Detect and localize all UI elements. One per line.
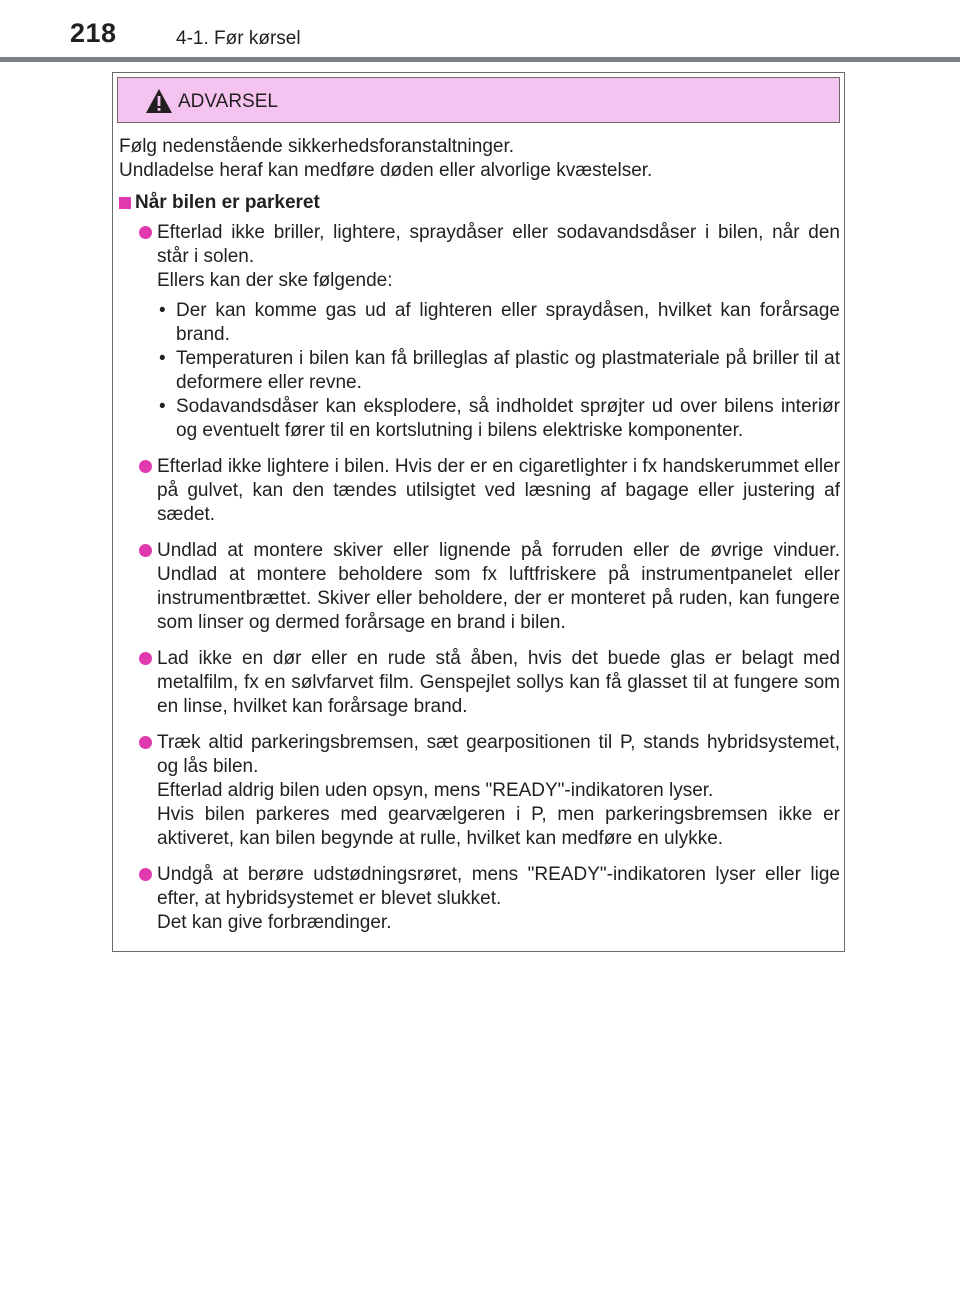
sub-bullet-item <box>157 395 840 443</box>
list-item <box>119 455 840 527</box>
warning-label: ADVARSEL <box>178 91 278 112</box>
sub-bullet-item <box>157 299 840 347</box>
circle-bullet-icon <box>139 460 152 473</box>
subheading-text: Når bilen er parkeret <box>135 192 320 213</box>
square-bullet-icon <box>119 197 131 209</box>
list-item <box>119 731 840 851</box>
item-text: Undlad at montere skiver eller lignende på forruden eller de øvrige vinduer. Undlad at montere beholdere som fx luftfriskere på instrumentpanelet eller instrumentbrættet. Skiver eller beholdere, der er monteret på ruden, kan fungere som linser og dermed forårsage en brand i bilen. <box>157 540 840 633</box>
warning-header <box>117 77 840 123</box>
sub-bullet-text: Sodavandsdåser kan eksplodere, så indholdet sprøjter ud over bilens interiør og eventuelt fører til en kortslutning i bilens elektriske komponenter. <box>176 396 840 441</box>
circle-bullet-icon <box>139 736 152 749</box>
item-text: Efterlad ikke lightere i bilen. Hvis der er en cigaretlighter i fx handskerummet eller på gulvet, kan den tændes utilsigtet ved læsning af bagage eller justering af sædet. <box>157 456 840 525</box>
dot-bullet-icon: • <box>159 396 166 417</box>
intro-line-2: Undladelse heraf kan medføre døden eller alvorlige kvæstelser. <box>119 160 653 181</box>
circle-bullet-icon <box>139 544 152 557</box>
circle-bullet-icon <box>139 868 152 881</box>
subheading <box>119 191 840 215</box>
warning-intro <box>119 135 840 183</box>
intro-line-1: Følg nedenstående sikkerhedsforanstaltninger. <box>119 136 515 157</box>
item-text-2: Det kan give forbrændinger. <box>157 912 392 933</box>
warning-triangle-icon <box>145 88 173 114</box>
list-item <box>119 647 840 719</box>
list-item <box>119 863 840 935</box>
item-followup: Ellers kan der ske følgende: <box>157 270 393 291</box>
item-text-3: Hvis bilen parkeres med gearvælgeren i P, men parkeringsbremsen ikke er aktiveret, kan bilen begynde at rulle, hvilket kan medføre en ulykke. <box>157 804 840 849</box>
item-text: Undgå at berøre udstødningsrøret, mens "READY"-indikatoren lyser eller lige efter, at hybridsystemet er blevet slukket. <box>157 864 840 909</box>
page-header <box>0 0 960 62</box>
item-text: Lad ikke en dør eller en rude stå åben, hvis det buede glas er belagt med metalfilm, fx en sølvfarvet film. Genspejlet sollys kan få glasset til at fungere som en linse, hvilket kan forårsage brand. <box>157 648 840 717</box>
circle-bullet-icon <box>139 652 152 665</box>
circle-bullet-icon <box>139 226 152 239</box>
sub-bullet-text: Der kan komme gas ud af lighteren eller spraydåsen, hvilket kan forårsage brand. <box>176 300 840 345</box>
sub-bullet-item <box>157 347 840 395</box>
list-item <box>119 539 840 635</box>
warning-box <box>112 72 845 952</box>
item-text: Træk altid parkeringsbremsen, sæt gearpositionen til P, stands hybridsystemet, og lås bilen. <box>157 732 840 777</box>
section-title: 4-1. Før kørsel <box>176 28 301 49</box>
item-text-2: Efterlad aldrig bilen uden opsyn, mens "READY"-indikatoren lyser. <box>157 780 714 801</box>
warning-content <box>119 135 840 947</box>
page-number: 218 <box>70 18 117 48</box>
list-item <box>119 221 840 443</box>
item-text: Efterlad ikke briller, lightere, spraydåser eller sodavandsdåser i bilen, når den står i solen. <box>157 222 840 267</box>
dot-bullet-icon: • <box>159 300 166 321</box>
sub-bullet-list <box>157 299 840 443</box>
header-rule <box>0 57 960 62</box>
sub-bullet-text: Temperaturen i bilen kan få brilleglas af plastic og plastmateriale på briller til at deformere eller revne. <box>176 348 840 393</box>
dot-bullet-icon: • <box>159 348 166 369</box>
